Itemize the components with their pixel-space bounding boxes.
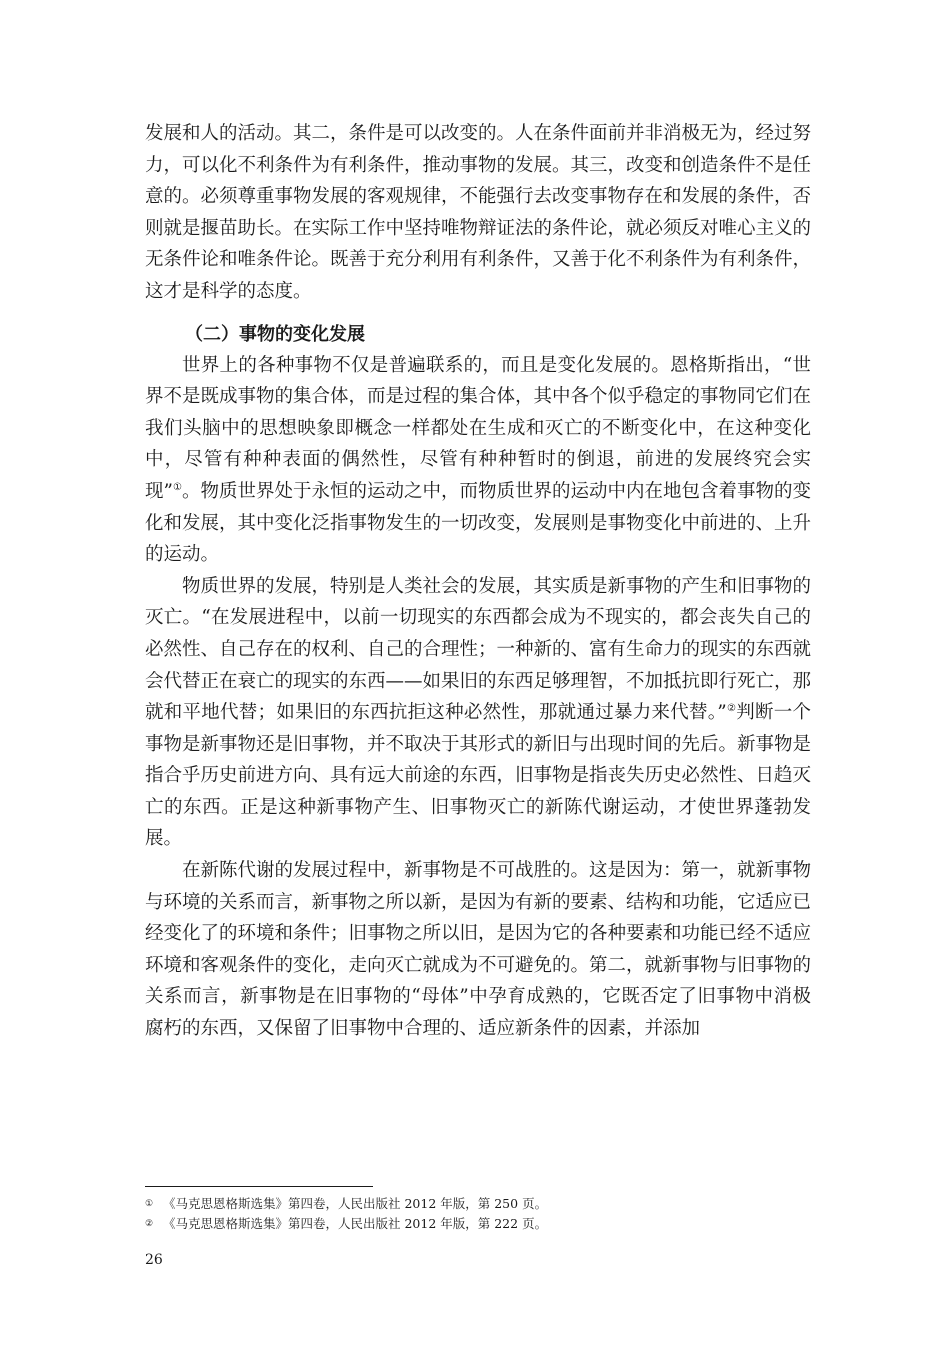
footnote-text: 《马克思恩格斯选集》第四卷，人民出版社 2012 年版，第 250 页。 [163,1196,548,1211]
body-paragraph-3: 在新陈代谢的发展过程中，新事物是不可战胜的。这是因为：第一，就新事物与环境的关系而言，新事物之所以新，是因为有新的要素、结构和功能，它适应已经变化了的环境和条件；旧事物之所以旧，是因为它的各种要素和功能已经不适应环境和客观条件的变化，走向灭亡就成为不可避免的。第二，就新事物与旧事物的关系而言，新事物是在旧事物的“母体”中孕育成熟的，它既否定了旧事物中消极腐朽的东西，又保留了旧事物中合理的、适应新条件的因素，并添加 [145,860,812,1040]
footnote-separator [145,1186,373,1187]
paragraph-text: 物质世界的发展，特别是人类社会的发展，其实质是新事物的产生和旧事物的灭亡。“在发展进程中，以前一切现实的东西都会成为不现实的，都会丧失自己的必然性、自己存在的权利、自己的合理性；一种新的、富有生命力的现实的东西就会代替正在衰亡的现实的东西——如果旧的东西足够理智，不加抵抗即行死亡，那就和平地代替；如果旧的东西抗拒这种必然性，那就通过暴力来代替。” [145,575,812,724]
page-body [145,118,811,1045]
footnote-mark: ① [145,1199,154,1209]
footnote-text: 《马克思恩格斯选集》第四卷，人民出版社 2012 年版，第 222 页。 [163,1216,548,1231]
footnote-ref-1[interactable]: ① [172,481,182,493]
paragraph-text: 世界上的各种事物不仅是普遍联系的，而且是变化发展的。恩格斯指出，“世界不是既成事物的集合体，而是过程的集合体，其中各个似乎稳定的事物同它们在我们头脑中的思想映象即概念一样都处在生成和灭亡的不断变化中，在这种变化中，尽管有种种表面的偶然性，尽管有种种暂时的倒退，前进的发展终究会实现” [145,354,812,502]
paragraph-text: 判断一个事物是新事物还是旧事物，并不取决于其形式的新旧与出现时间的先后。新事物是指合乎历史前进方向、具有远大前途的东西，旧事物是指丧失历史必然性、日趋灭亡的东西。正是这种新事物产生、旧事物灭亡的新陈代谢运动，才使世界蓬勃发展。 [145,702,812,850]
page-number: 26 [145,1252,163,1268]
body-paragraph-2 [145,571,811,855]
footnote-2 [145,1214,811,1234]
footnote-ref-2[interactable]: ② [726,702,737,714]
footnote-mark: ② [145,1219,154,1229]
section-heading: （二）事物的变化发展 [185,323,365,345]
paragraph-text: 。物质世界处于永恒的运动之中，而物质世界的运动中内在地包含着事物的变化和发展，其中变化泛指事物发生的一切改变，发展则是事物变化中前进的、上升的运动。 [145,480,812,566]
body-paragraph-continuation: 发展和人的活动。其二，条件是可以改变的。人在条件面前并非消极无为，经过努力，可以化不利条件为有利条件，推动事物的发展。其三，改变和创造条件不是任意的。必须尊重事物发展的客观规律，不能强行去改变事物存在和发展的条件，否则就是揠苗助长。在实际工作中坚持唯物辩证法的条件论，就必须反对唯心主义的无条件论和唯条件论。既善于充分利用有利条件，又善于化不利条件为有利条件，这才是科学的态度。 [145,123,812,302]
body-paragraph-1 [145,350,811,571]
footnotes [145,1194,811,1234]
footnote-1 [145,1194,811,1214]
